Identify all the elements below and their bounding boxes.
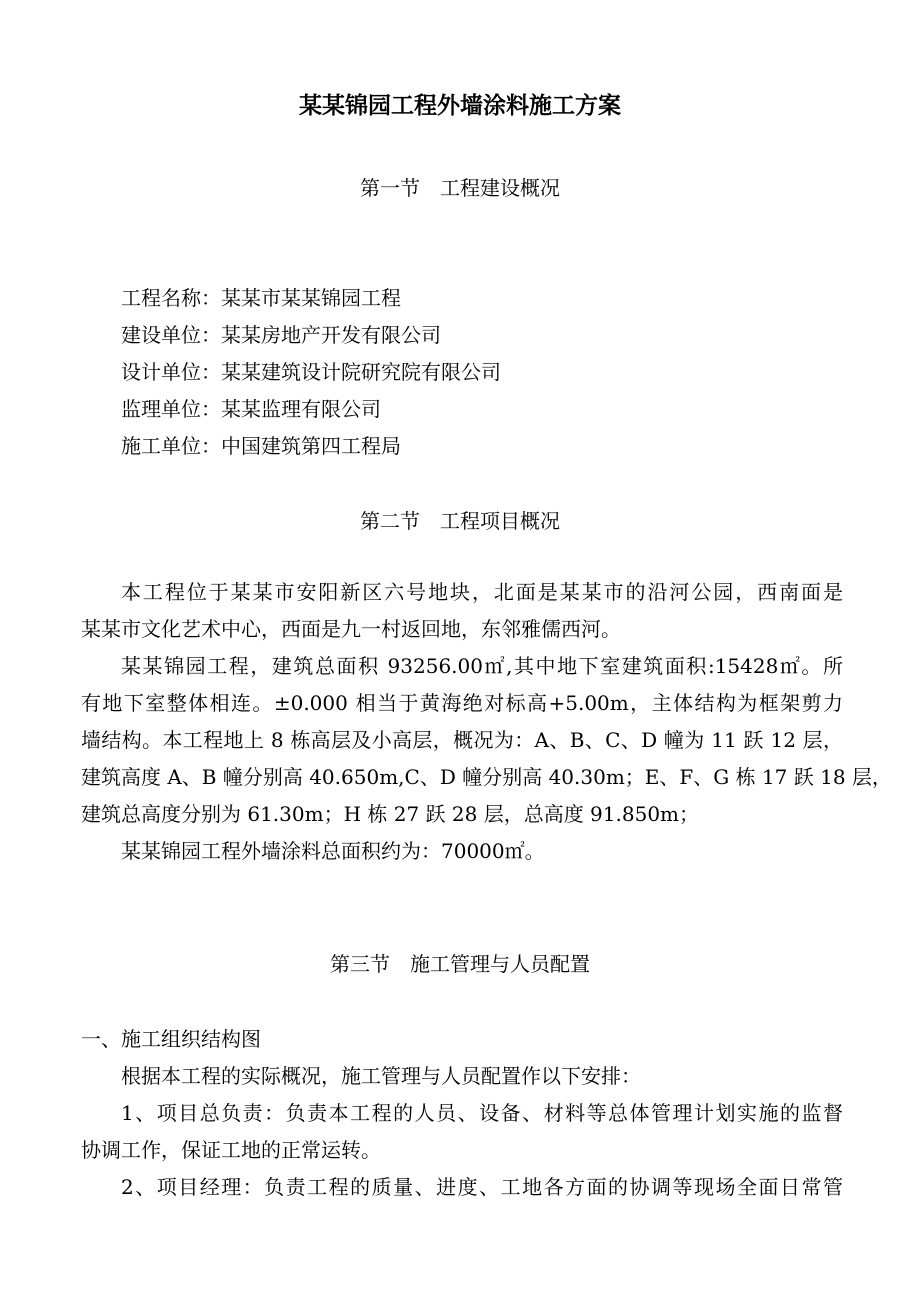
paragraph-line: 墙结构。本工程地上 8 栋高层及小高层，概况为：A、B、C、D 幢为 11 跃 12 层，: [81, 728, 843, 752]
info-project-name: 工程名称：某某市某某锦园工程: [121, 286, 401, 310]
section-1-heading: 第一节 工程建设概况: [360, 176, 560, 200]
paragraph-line: 某某市文化艺术中心，西面是九一村返回地，东邻雅儒西河。: [81, 617, 621, 641]
project-info-list: [121, 280, 501, 465]
subsection-heading: 一、施工组织结构图: [81, 1027, 261, 1051]
paragraph-line: 有地下室整体相连。±0.000 相当于黄海绝对标高+5.00m，主体结构为框架剪力: [81, 691, 843, 715]
project-overview-body: [81, 574, 892, 870]
paragraph-line: 1、项目总负责：负责本工程的人员、设备、材料等总体管理计划实施的监督: [121, 1101, 843, 1125]
paragraph-line: 本工程位于某某市安阳新区六号地块，北面是某某市的沿河公园，西南面是: [121, 580, 843, 604]
document-title: 某某锦园工程外墙涂料施工方案: [299, 92, 621, 119]
paragraph-line: 协调工作，保证工地的正常运转。: [81, 1138, 381, 1162]
paragraph-line: 某某锦园工程，建筑总面积 93256.00㎡,其中地下室建筑面积:15428㎡。所: [121, 654, 843, 678]
info-designer: 设计单位：某某建筑设计院研究院有限公司: [121, 360, 501, 384]
paragraph-line: 某某锦园工程外墙涂料总面积约为：70000㎡。: [121, 839, 545, 863]
section-3-heading: 第三节 施工管理与人员配置: [330, 952, 590, 976]
section-2-heading: 第二节 工程项目概况: [360, 509, 560, 533]
info-developer: 建设单位：某某房地产开发有限公司: [121, 323, 441, 347]
info-contractor: 施工单位：中国建筑第四工程局: [121, 434, 401, 458]
management-body: [81, 1021, 843, 1206]
info-supervisor: 监理单位：某某监理有限公司: [121, 397, 381, 421]
paragraph-line: 2、项目经理：负责工程的质量、进度、工地各方面的协调等现场全面日常管: [121, 1175, 843, 1199]
paragraph-line: 建筑高度 A、B 幢分别高 40.650m,C、D 幢分别高 40.30m；E、F、G 栋 17 跃 18 层，: [81, 765, 892, 789]
paragraph-line: 根据本工程的实际概况，施工管理与人员配置作以下安排：: [121, 1064, 641, 1088]
paragraph-line: 建筑总高度分别为 61.30m；H 栋 27 跃 28 层，总高度 91.850m；: [81, 802, 700, 826]
